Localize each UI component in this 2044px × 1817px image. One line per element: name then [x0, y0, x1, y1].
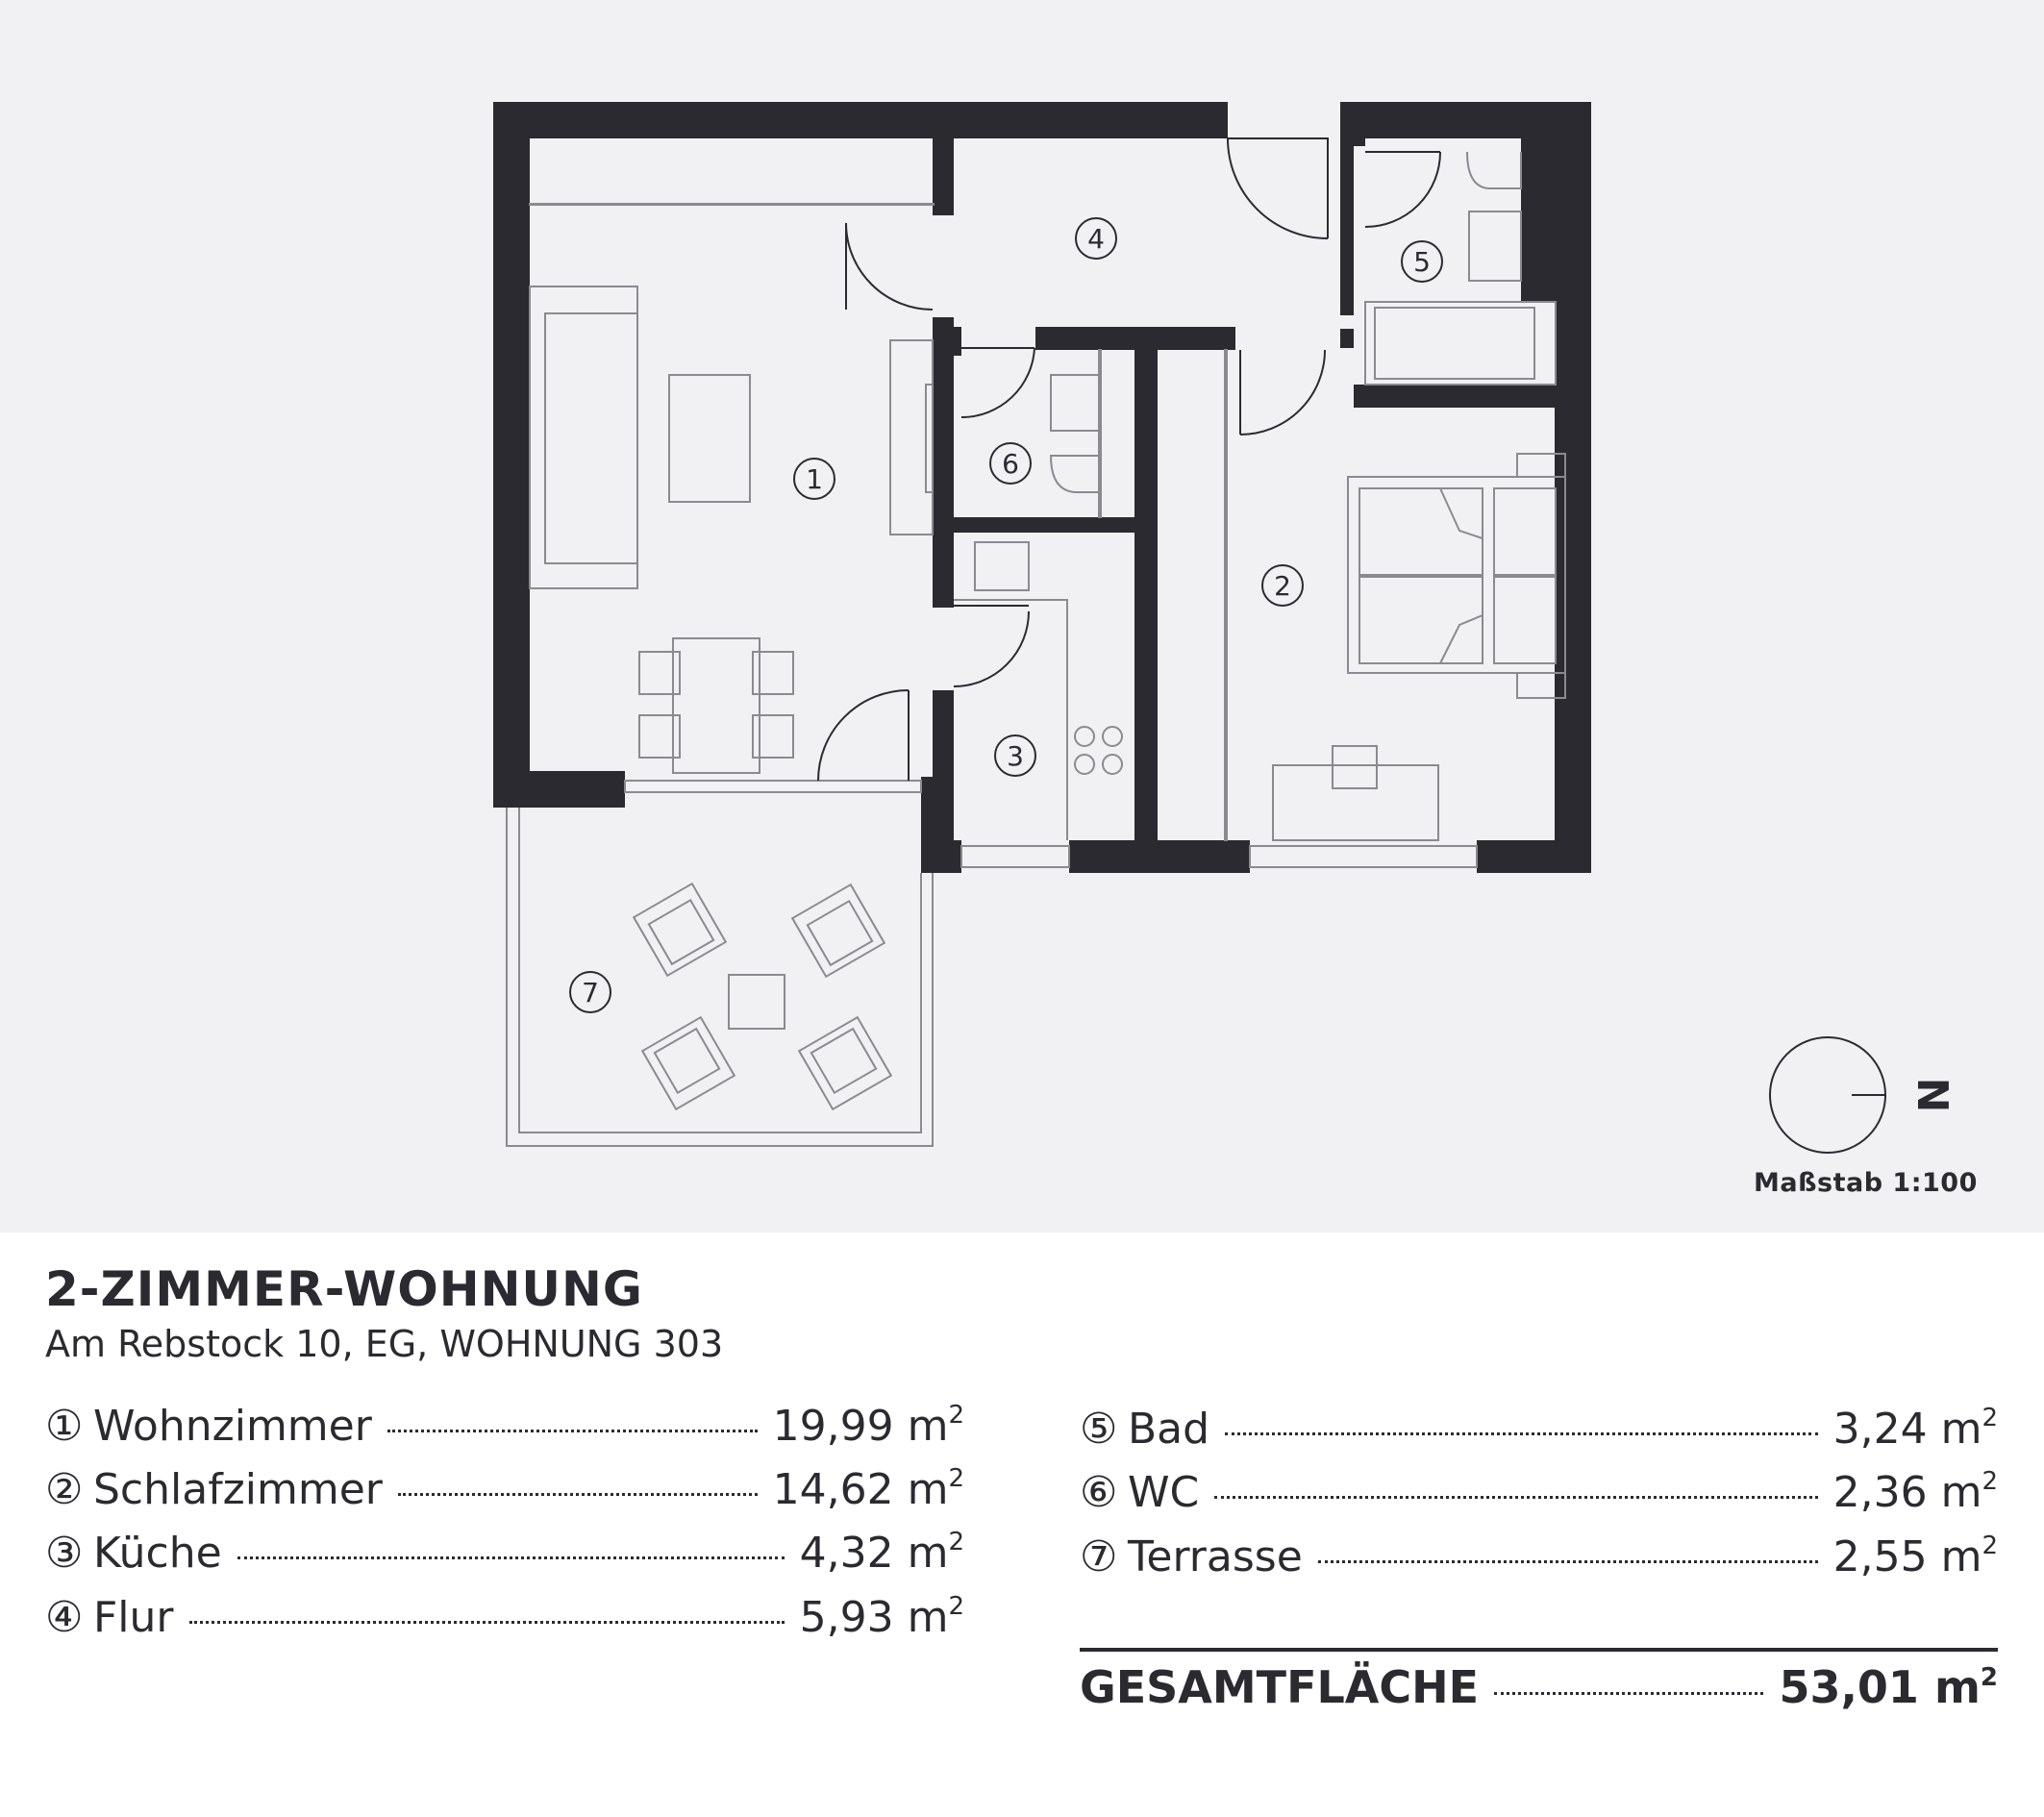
room-number-icon: ⑥: [1080, 1468, 1118, 1517]
room-row-2: [45, 1465, 964, 1523]
room-name: Bad: [1128, 1405, 1210, 1454]
room-marker-7: [570, 972, 611, 1012]
room-row-5: [1080, 1405, 1998, 1462]
room-name: Küche: [93, 1529, 222, 1578]
room-marker-4: [1076, 218, 1116, 259]
room-number-icon: ①: [45, 1402, 84, 1451]
svg-text:1: 1: [806, 463, 823, 495]
svg-text:5: 5: [1413, 246, 1431, 278]
leader-dots: [189, 1621, 785, 1624]
room-marker-1: [794, 459, 835, 499]
fixtures: [954, 152, 1556, 840]
svg-text:3: 3: [1007, 740, 1024, 772]
room-area: 5,93 $m^2$: [799, 1592, 964, 1642]
total-row: [1080, 1661, 1998, 1719]
north-arrow: [1770, 1037, 1957, 1153]
room-markers: [570, 218, 1442, 1012]
room-area: 4,32 $m^2$: [799, 1528, 964, 1578]
room-name: Flur: [93, 1593, 174, 1642]
apartment-title: 2-ZIMMER-WOHNUNG: [45, 1261, 643, 1317]
leader-dots: [1494, 1692, 1763, 1695]
room-number-icon: ⑤: [1080, 1405, 1118, 1454]
scale-label: Maßstab 1:100: [1754, 1168, 1978, 1198]
total-label: GESAMTFLÄCHE: [1080, 1661, 1480, 1713]
room-area: 3,24 $m^2$: [1832, 1404, 1998, 1454]
room-name: Schlafzimmer: [93, 1465, 383, 1514]
leader-dots: [237, 1556, 785, 1559]
svg-text:6: 6: [1002, 448, 1019, 480]
leader-dots: [1214, 1496, 1817, 1499]
room-row-6: [1080, 1468, 1998, 1526]
room-marker-3: [995, 735, 1035, 776]
room-row-7: [1080, 1532, 1998, 1590]
leader-dots: [387, 1430, 758, 1432]
room-area: 19,99 $m^2$: [772, 1401, 964, 1451]
room-name: Wohnzimmer: [93, 1402, 372, 1451]
room-marker-5: [1402, 241, 1442, 282]
room-row-1: [45, 1402, 964, 1459]
svg-text:4: 4: [1087, 223, 1105, 255]
room-name: Terrasse: [1128, 1532, 1303, 1581]
room-marker-6: [990, 443, 1031, 484]
svg-text:7: 7: [582, 977, 599, 1008]
total-area: 53,01 $m^2$: [1779, 1661, 1998, 1713]
room-name: WC: [1128, 1468, 1200, 1517]
terrace: [507, 808, 933, 1146]
living-room-furniture: [530, 204, 934, 773]
room-marker-2: [1262, 565, 1303, 606]
room-row-4: [45, 1593, 964, 1651]
room-number-icon: ④: [45, 1593, 84, 1642]
room-row-3: [45, 1529, 964, 1586]
north-label: N: [1907, 1077, 1957, 1113]
room-number-icon: ②: [45, 1465, 84, 1514]
svg-text:2: 2: [1274, 570, 1291, 602]
leader-dots: [1318, 1560, 1818, 1563]
room-number-icon: ③: [45, 1529, 84, 1578]
room-area: 14,62 $m^2$: [772, 1464, 964, 1514]
leader-dots: [1225, 1432, 1818, 1435]
leader-dots: [398, 1493, 758, 1496]
room-number-icon: ⑦: [1080, 1532, 1118, 1581]
total-divider: [1080, 1648, 1998, 1652]
apartment-address: Am Rebstock 10, EG, WOHNUNG 303: [45, 1323, 724, 1365]
room-area: 2,55 $m^2$: [1832, 1531, 1998, 1581]
room-area: 2,36 $m^2$: [1832, 1467, 1998, 1517]
